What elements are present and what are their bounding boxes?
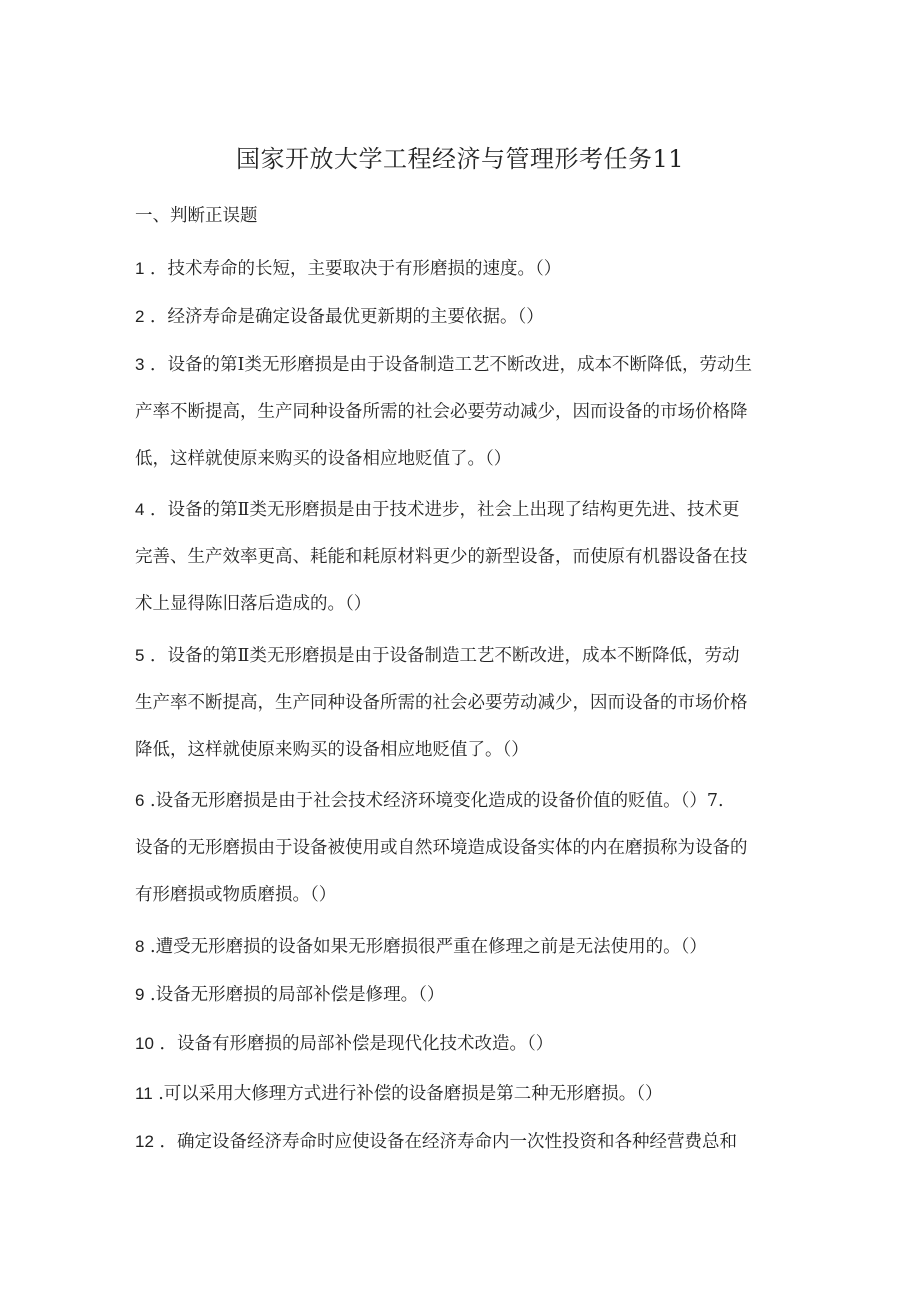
question-number: 8	[135, 937, 145, 956]
question-item	[135, 1070, 790, 1118]
question-line	[135, 1118, 790, 1166]
question-number: 5	[135, 646, 145, 665]
question-item	[135, 777, 790, 920]
question-number: 9	[135, 985, 145, 1004]
question-text: .可以采用大修理方式进行补偿的设备磨损是第二种无形磨损。（）	[158, 1084, 663, 1104]
question-number: 12	[135, 1132, 154, 1151]
question-number: 6	[135, 791, 145, 810]
question-line: 设备的无形磨损由于设备被使用或自然环境造成设备实体的内在磨损称为设备的	[135, 837, 748, 858]
question-number: 2	[135, 307, 145, 326]
question-line: 术上显得陈旧落后造成的。（）	[135, 594, 372, 614]
question-item	[135, 1020, 790, 1068]
question-line	[135, 245, 790, 293]
question-line	[135, 293, 790, 341]
question-text: .设备无形磨损是由于社会技术经济环境变化造成的设备价值的贬值。（）7.	[150, 791, 724, 811]
question-line	[135, 923, 790, 971]
question-line	[135, 971, 790, 1019]
question-item	[135, 923, 790, 971]
question-item	[135, 971, 790, 1019]
question-text: .设备无形磨损的局部补偿是修理。（）	[150, 985, 445, 1005]
question-line: 完善、生产效率更高、耗能和耗原材料更少的新型设备，而使原有机器设备在技	[135, 546, 748, 567]
question-line	[135, 632, 790, 680]
question-text: ．经济寿命是确定设备最优更新期的主要依据。（）	[150, 307, 544, 327]
question-number: 10	[135, 1034, 154, 1053]
question-item	[135, 1118, 790, 1166]
question-item	[135, 293, 790, 341]
question-line: 降低，这样就使原来购买的设备相应地贬值了。（）	[135, 740, 529, 760]
question-line: 产率不断提高，生产同种设备所需的社会必要劳动减少，因而设备的市场价格降	[135, 401, 748, 422]
section-heading: 一、判断正误题	[135, 206, 258, 226]
question-item	[135, 486, 790, 629]
page-title: 国家开放大学工程经济与管理形考任务11	[235, 145, 685, 173]
question-number: 11	[135, 1084, 153, 1103]
question-item	[135, 632, 790, 775]
question-number: 1	[135, 259, 145, 278]
question-line: 低，这样就使原来购买的设备相应地贬值了。（）	[135, 449, 512, 469]
question-line	[135, 777, 790, 825]
question-line	[135, 1020, 790, 1068]
question-number: 4	[135, 500, 145, 519]
question-line	[135, 1070, 790, 1118]
question-number: 3	[135, 355, 145, 374]
question-text: ．设备的第Ⅱ类无形磨损是由于技术进步，社会上出现了结构更先进、技术更	[150, 500, 740, 520]
question-text: ．设备有形磨损的局部补偿是现代化技术改造。（）	[159, 1034, 554, 1054]
question-text: ．设备的第Ⅰ类无形磨损是由于设备制造工艺不断改进，成本不断降低，劳动生	[150, 355, 752, 375]
question-line: 有形磨损或物质磨损。（）	[135, 885, 337, 905]
question-text: .遭受无形磨损的设备如果无形磨损很严重在修理之前是无法使用的。（）	[150, 937, 707, 957]
question-line	[135, 486, 790, 534]
question-item	[135, 245, 790, 293]
question-line	[135, 341, 790, 389]
question-text: ．技术寿命的长短，主要取决于有形磨损的速度。（）	[150, 259, 562, 279]
question-line: 生产率不断提高，生产同种设备所需的社会必要劳动减少，因而设备的市场价格	[135, 692, 748, 713]
question-text: ．确定设备经济寿命时应使设备在经济寿命内一次性投资和各种经营费总和	[159, 1132, 737, 1152]
question-item	[135, 341, 790, 484]
question-text: ．设备的第Ⅱ类无形磨损是由于设备制造工艺不断改进，成本不断降低，劳动	[150, 646, 740, 666]
